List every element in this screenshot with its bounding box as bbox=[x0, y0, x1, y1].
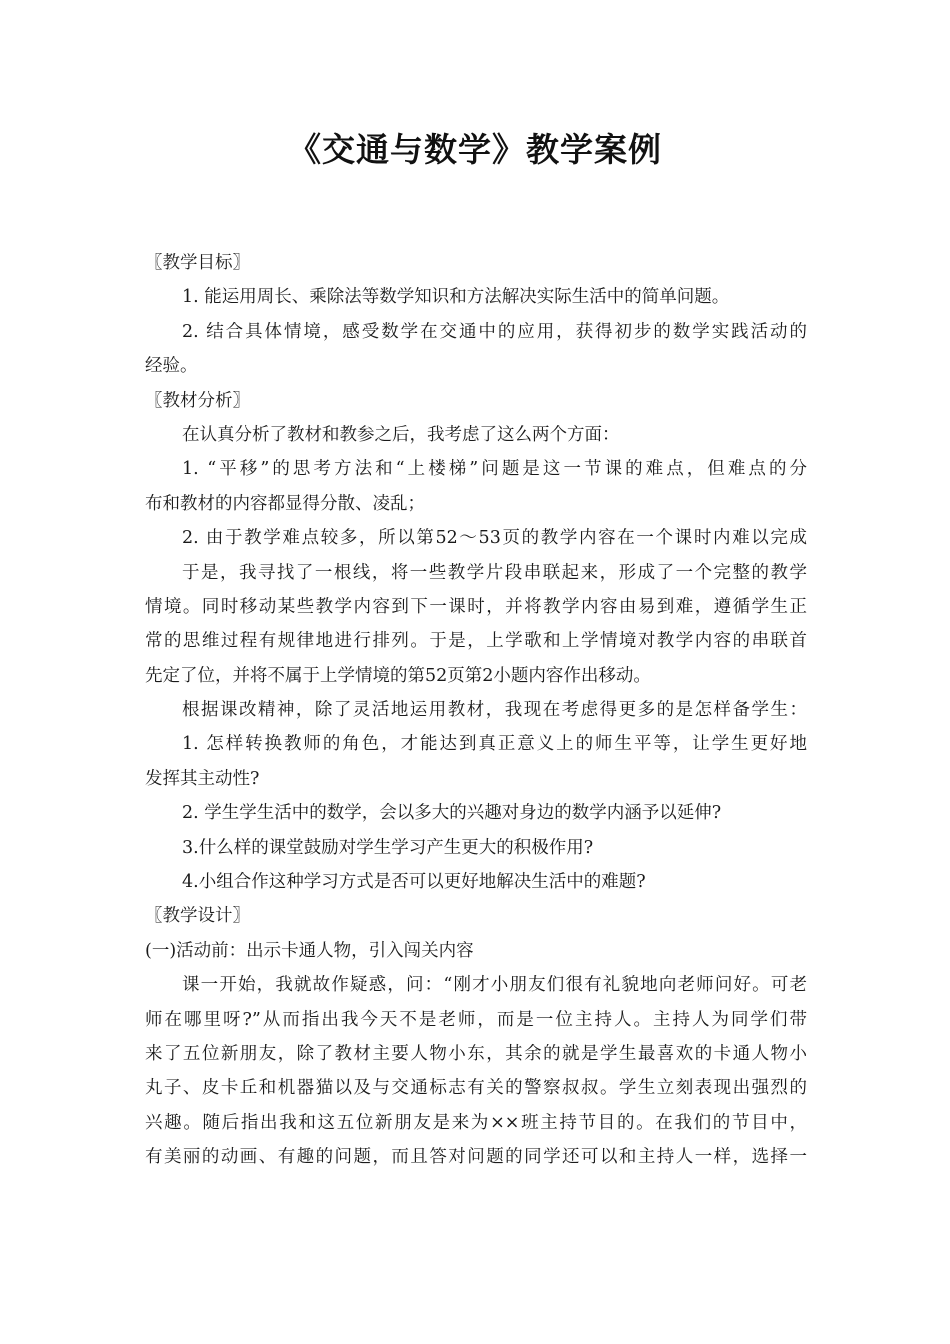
text-line: 兴趣。随后指出我和这五位新朋友是来为××班主持节目的。在我们的节目中， bbox=[145, 1112, 807, 1133]
text-line: 先定了位，并将不属于上学情境的第52页第2小题内容作出移动。 bbox=[145, 665, 651, 686]
text-line: 〖教材分析〗 bbox=[145, 390, 250, 411]
text-line: 2. 由于教学难点较多，所以第52～53页的教学内容在一个课时内难以完成 bbox=[182, 528, 807, 549]
text-line: 1. 能运用周长、乘除法等数学知识和方法解决实际生活中的简单问题。 bbox=[182, 287, 730, 308]
text-line: 1. “平移”的思考方法和“上楼梯”问题是这一节课的难点，但难点的分 bbox=[182, 459, 807, 480]
text-line: 4.小组合作这种学习方式是否可以更好地解决生活中的难题? bbox=[182, 872, 646, 893]
text-line: 师在哪里呀?”从而指出我今天不是老师，而是一位主持人。主持人为同学们带 bbox=[145, 1009, 807, 1030]
text-line: 布和教材的内容都显得分散、凌乱； bbox=[145, 493, 425, 514]
text-line: 发挥其主动性? bbox=[145, 768, 260, 789]
text-line: 于是，我寻找了一根线，将一些教学片段串联起来，形成了一个完整的教学 bbox=[182, 562, 807, 583]
text-line: 1. 怎样转换教师的角色，才能达到真正意义上的师生平等，让学生更好地 bbox=[182, 734, 807, 755]
text-line: 2. 结合具体情境，感受数学在交通中的应用，获得初步的数学实践活动的 bbox=[182, 321, 807, 342]
text-line: 3.什么样的课堂鼓励对学生学习产生更大的积极作用? bbox=[182, 837, 594, 858]
text-line: 2. 学生学生活中的数学，会以多大的兴趣对身边的数学内涵予以延伸? bbox=[182, 803, 722, 824]
document-title: 《交通与数学》教学案例 bbox=[288, 130, 662, 169]
text-line: 丸子、皮卡丘和机器猫以及与交通标志有关的警察叔叔。学生立刻表现出强烈的 bbox=[145, 1078, 807, 1099]
text-line: (一)活动前：出示卡通人物，引入闯关内容 bbox=[145, 940, 474, 961]
text-line: 〖教学目标〗 bbox=[145, 253, 250, 273]
text-line: 情境。同时移动某些教学内容到下一课时，并将教学内容由易到难，遵循学生正 bbox=[145, 596, 807, 617]
text-line: 在认真分析了教材和教参之后，我考虑了这么两个方面： bbox=[182, 424, 620, 445]
text-line: 课一开始，我就故作疑惑，问：“刚才小朋友们很有礼貌地向老师问好。可老 bbox=[182, 975, 807, 996]
document-body bbox=[145, 246, 807, 1175]
text-line: 根据课改精神，除了灵活地运用教材，我现在考虑得更多的是怎样备学生： bbox=[182, 700, 807, 721]
text-line: 经验。 bbox=[145, 356, 198, 377]
text-line: 〖教学设计〗 bbox=[145, 906, 250, 927]
text-line: 常的思维过程有规律地进行排列。于是，上学歌和上学情境对教学内容的串联首 bbox=[145, 631, 807, 652]
text-line: 有美丽的动画、有趣的问题，而且答对问题的同学还可以和主持人一样，选择一 bbox=[145, 1147, 807, 1168]
text-line: 来了五位新朋友，除了教材主要人物小东，其余的就是学生最喜欢的卡通人物小 bbox=[145, 1043, 807, 1064]
